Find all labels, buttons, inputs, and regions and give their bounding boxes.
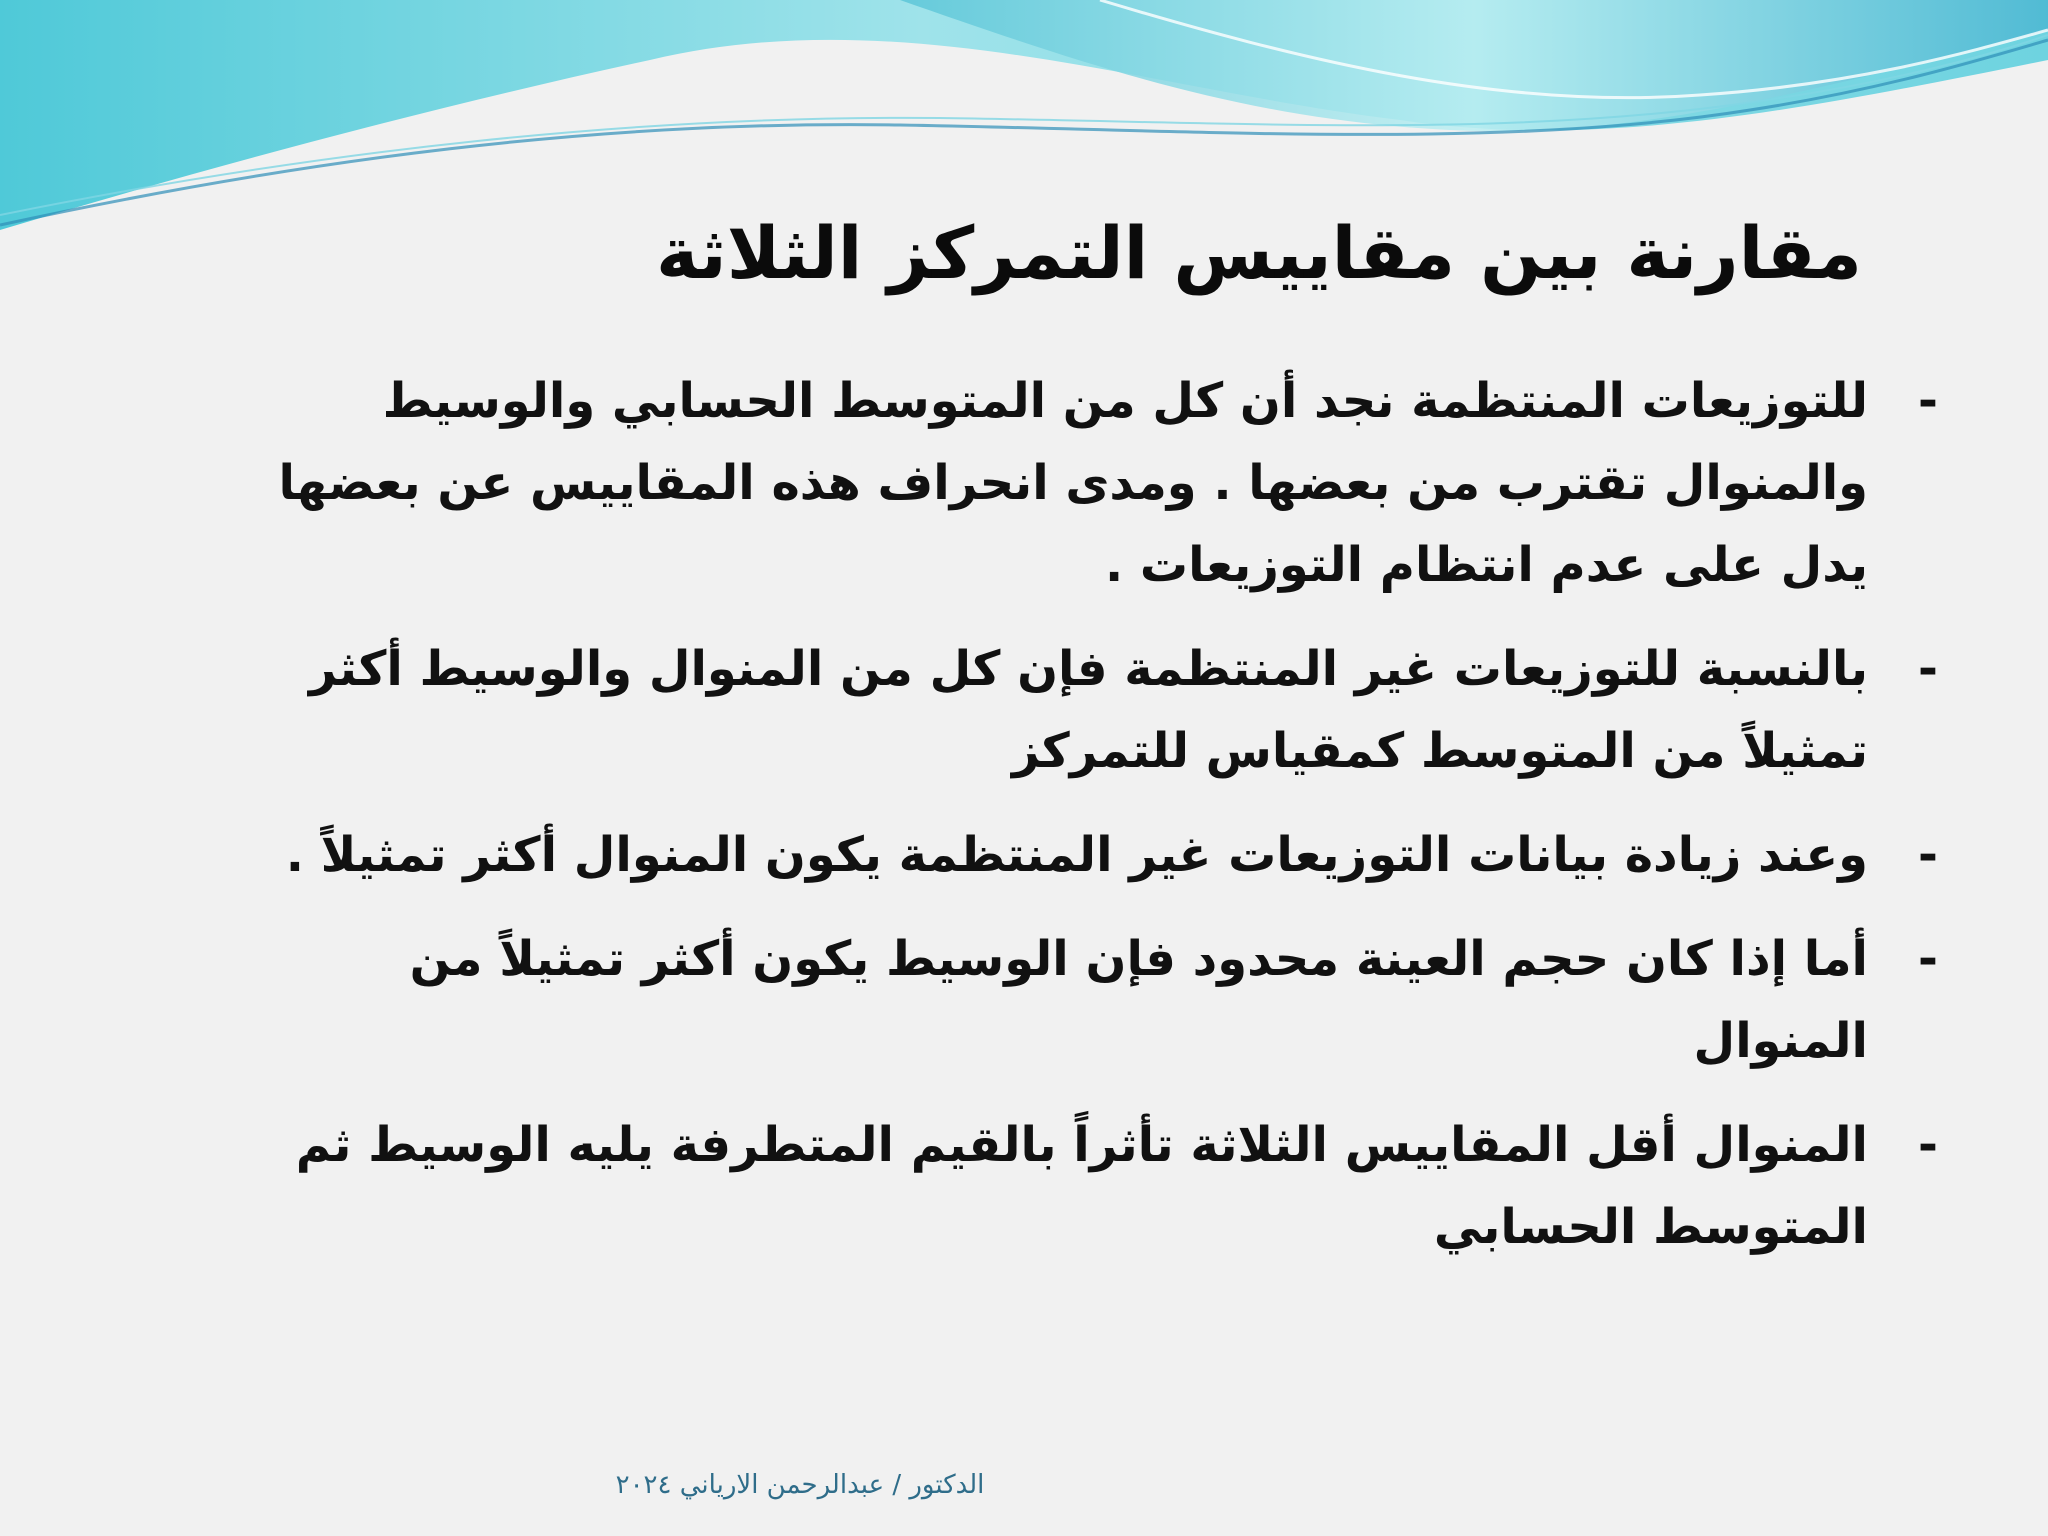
bullet-dash-icon: - — [1918, 827, 1938, 883]
bullet-item — [248, 628, 1938, 792]
bullet-dash-icon: - — [1918, 931, 1938, 987]
bullet-text: أما إذا كان حجم العينة محدود فإن الوسيط يكون أكثر تمثيلاً من المنوال — [409, 931, 1868, 1069]
bullet-text: للتوزيعات المنتظمة نجد أن كل من المتوسط الحسابي والوسيط والمنوال تقترب من بعضها . ومدى انحراف هذه المقاييس عن بعضها يدل على عدم انتظام التوزيعات . — [278, 373, 1868, 593]
bullet-text: وعند زيادة بيانات التوزيعات غير المنتظمة يكون المنوال أكثر تمثيلاً . — [285, 827, 1868, 883]
slide-title: مقارنة بين مقاييس التمركز الثلاثة — [656, 211, 1862, 295]
bullet-dash-icon: - — [1918, 641, 1938, 697]
bullet-list — [248, 360, 1938, 1290]
bullet-item — [248, 814, 1938, 896]
bullet-dash-icon: - — [1918, 373, 1938, 429]
slide-footer: الدكتور / عبدالرحمن الارياني ٢٠٢٤ — [615, 1470, 985, 1500]
decorative-wave-banner — [0, 0, 2048, 240]
bullet-dash-icon: - — [1918, 1117, 1938, 1173]
bullet-item — [248, 1104, 1938, 1268]
bullet-text: المنوال أقل المقاييس الثلاثة تأثراً بالقيم المتطرفة يليه الوسيط ثم المتوسط الحسابي — [295, 1117, 1868, 1255]
bullet-item — [248, 918, 1938, 1082]
bullet-text: بالنسبة للتوزيعات غير المنتظمة فإن كل من المنوال والوسيط أكثر تمثيلاً من المتوسط كمقياس للتمركز — [308, 641, 1868, 779]
bullet-item — [248, 360, 1938, 606]
